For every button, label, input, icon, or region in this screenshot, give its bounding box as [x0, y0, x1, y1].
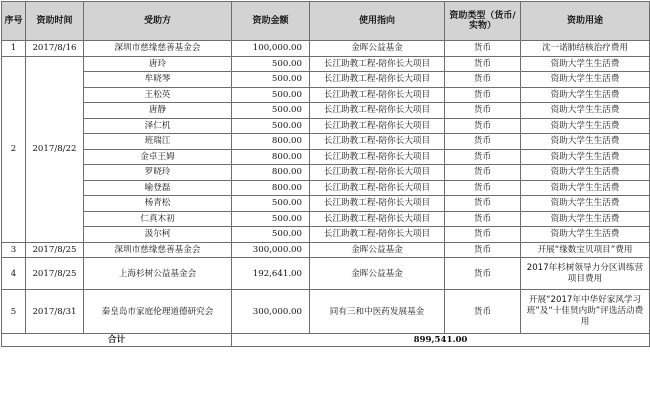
- cell-purpose: 资助大学生生活费: [521, 103, 650, 119]
- cell-recipient: 上海杉树公益基金会: [84, 258, 232, 290]
- cell-type: 货币: [445, 196, 521, 212]
- cell-date: 2017/8/22: [26, 56, 84, 242]
- table-row: [2, 118, 650, 134]
- cell-amount: 500.00: [232, 227, 310, 243]
- col-header-purpose: 资助用途: [521, 2, 650, 41]
- cell-amount: 500.00: [232, 118, 310, 134]
- grant-table: [1, 1, 650, 347]
- cell-type: 货币: [445, 165, 521, 181]
- cell-direction: 长江助教工程-陪你长大项目: [310, 196, 445, 212]
- cell-type: 货币: [445, 227, 521, 243]
- table-row: [2, 134, 650, 150]
- table-row: [2, 87, 650, 103]
- cell-direction: 金晖公益基金: [310, 242, 445, 258]
- cell-purpose: 资助大学生生活费: [521, 56, 650, 72]
- cell-amount: 192,641.00: [232, 258, 310, 290]
- cell-recipient: 喻登磊: [84, 180, 232, 196]
- cell-purpose: 资助大学生生活费: [521, 180, 650, 196]
- cell-type: 货币: [445, 134, 521, 150]
- table-row: [2, 56, 650, 72]
- cell-type: 货币: [445, 118, 521, 134]
- cell-amount: 500.00: [232, 56, 310, 72]
- cell-seq: 4: [2, 258, 26, 290]
- cell-recipient: 牟晓琴: [84, 72, 232, 88]
- cell-recipient: 杨青松: [84, 196, 232, 212]
- cell-recipient: 仁真木初: [84, 211, 232, 227]
- table-row: [2, 165, 650, 181]
- col-header-seq: 序号: [2, 2, 26, 41]
- cell-purpose: 资助大学生生活费: [521, 134, 650, 150]
- cell-purpose: 开展“2017年中华好家风学习班”及“十佳贤内助”评选活动费用: [521, 290, 650, 334]
- cell-direction: 长江助教工程-陪你长大项目: [310, 180, 445, 196]
- cell-purpose: 2017年杉树领导力分区训练营项目费用: [521, 258, 650, 290]
- cell-type: 货币: [445, 211, 521, 227]
- cell-direction: 长江助教工程-陪你长大项目: [310, 72, 445, 88]
- col-header-recipient: 受助方: [84, 2, 232, 41]
- cell-amount: 100,000.00: [232, 41, 310, 57]
- cell-type: 货币: [445, 103, 521, 119]
- cell-amount: 800.00: [232, 165, 310, 181]
- cell-amount: 500.00: [232, 103, 310, 119]
- cell-direction: 长江助教工程-陪你长大项目: [310, 87, 445, 103]
- cell-recipient: 唐静: [84, 103, 232, 119]
- cell-type: 货币: [445, 149, 521, 165]
- cell-recipient: 汲尔柯: [84, 227, 232, 243]
- cell-date: 2017/8/25: [26, 242, 84, 258]
- cell-seq: 2: [2, 56, 26, 242]
- cell-date: 2017/8/16: [26, 41, 84, 57]
- cell-type: 货币: [445, 41, 521, 57]
- cell-amount: 300,000.00: [232, 290, 310, 334]
- total-amount: 899,541.00: [232, 334, 650, 347]
- table-row: [2, 242, 650, 258]
- header-row: [2, 2, 650, 41]
- cell-amount: 500.00: [232, 72, 310, 88]
- cell-recipient: 深圳市慈缘慈善基金会: [84, 242, 232, 258]
- table-row: [2, 290, 650, 334]
- col-header-type: 资助类型（货币/实物）: [445, 2, 521, 41]
- cell-recipient: 唐玲: [84, 56, 232, 72]
- table-row: [2, 211, 650, 227]
- table-row: [2, 227, 650, 243]
- cell-recipient: 罗晓玲: [84, 165, 232, 181]
- table-row: [2, 41, 650, 57]
- cell-purpose: 沈一诺肺结核治疗费用: [521, 41, 650, 57]
- cell-purpose: 资助大学生生活费: [521, 87, 650, 103]
- cell-purpose: 资助大学生生活费: [521, 118, 650, 134]
- cell-type: 货币: [445, 258, 521, 290]
- table-row: [2, 72, 650, 88]
- cell-type: 货币: [445, 72, 521, 88]
- cell-recipient: 班瑞江: [84, 134, 232, 150]
- total-label: 合计: [2, 334, 232, 347]
- cell-amount: 500.00: [232, 196, 310, 212]
- cell-direction: 长江助教工程-陪你长大项目: [310, 118, 445, 134]
- cell-recipient: 泽仁机: [84, 118, 232, 134]
- col-header-date: 资助时间: [26, 2, 84, 41]
- table-body: [2, 41, 650, 334]
- table-row: [2, 180, 650, 196]
- cell-direction: 同有三和中医药发展基金: [310, 290, 445, 334]
- cell-type: 货币: [445, 56, 521, 72]
- col-header-direction: 使用指向: [310, 2, 445, 41]
- cell-purpose: 资助大学生生活费: [521, 72, 650, 88]
- cell-direction: 长江助教工程-陪你长大项目: [310, 134, 445, 150]
- cell-recipient: 王松英: [84, 87, 232, 103]
- cell-amount: 500.00: [232, 211, 310, 227]
- cell-amount: 800.00: [232, 134, 310, 150]
- cell-seq: 5: [2, 290, 26, 334]
- cell-seq: 3: [2, 242, 26, 258]
- cell-direction: 长江助教工程-陪你长大项目: [310, 211, 445, 227]
- cell-recipient: 秦皇岛市家庭伦理道德研究会: [84, 290, 232, 334]
- table-row: [2, 103, 650, 119]
- cell-amount: 300,000.00: [232, 242, 310, 258]
- cell-recipient: 深圳市慈缘慈善基金会: [84, 41, 232, 57]
- cell-amount: 800.00: [232, 180, 310, 196]
- table-row: [2, 149, 650, 165]
- cell-type: 货币: [445, 242, 521, 258]
- cell-purpose: 资助大学生生活费: [521, 196, 650, 212]
- cell-direction: 长江助教工程-陪你长大项目: [310, 227, 445, 243]
- cell-amount: 500.00: [232, 87, 310, 103]
- col-header-amount: 资助金额: [232, 2, 310, 41]
- cell-direction: 金晖公益基金: [310, 258, 445, 290]
- cell-direction: 长江助教工程-陪你长大项目: [310, 103, 445, 119]
- cell-direction: 长江助教工程-陪你长大项目: [310, 165, 445, 181]
- cell-recipient: 金卓王姆: [84, 149, 232, 165]
- cell-purpose: 资助大学生生活费: [521, 149, 650, 165]
- cell-direction: 长江助教工程-陪你长大项目: [310, 56, 445, 72]
- cell-direction: 金晖公益基金: [310, 41, 445, 57]
- total-row: [2, 334, 650, 347]
- cell-type: 货币: [445, 180, 521, 196]
- cell-type: 货币: [445, 290, 521, 334]
- cell-type: 货币: [445, 87, 521, 103]
- table-row: [2, 258, 650, 290]
- cell-purpose: 资助大学生生活费: [521, 165, 650, 181]
- cell-amount: 800.00: [232, 149, 310, 165]
- cell-purpose: 资助大学生生活费: [521, 211, 650, 227]
- cell-date: 2017/8/31: [26, 290, 84, 334]
- cell-purpose: 资助大学生生活费: [521, 227, 650, 243]
- cell-date: 2017/8/25: [26, 258, 84, 290]
- table-row: [2, 196, 650, 212]
- cell-purpose: 开展“缘数宝贝项目”费用: [521, 242, 650, 258]
- cell-seq: 1: [2, 41, 26, 57]
- cell-direction: 长江助教工程-陪你长大项目: [310, 149, 445, 165]
